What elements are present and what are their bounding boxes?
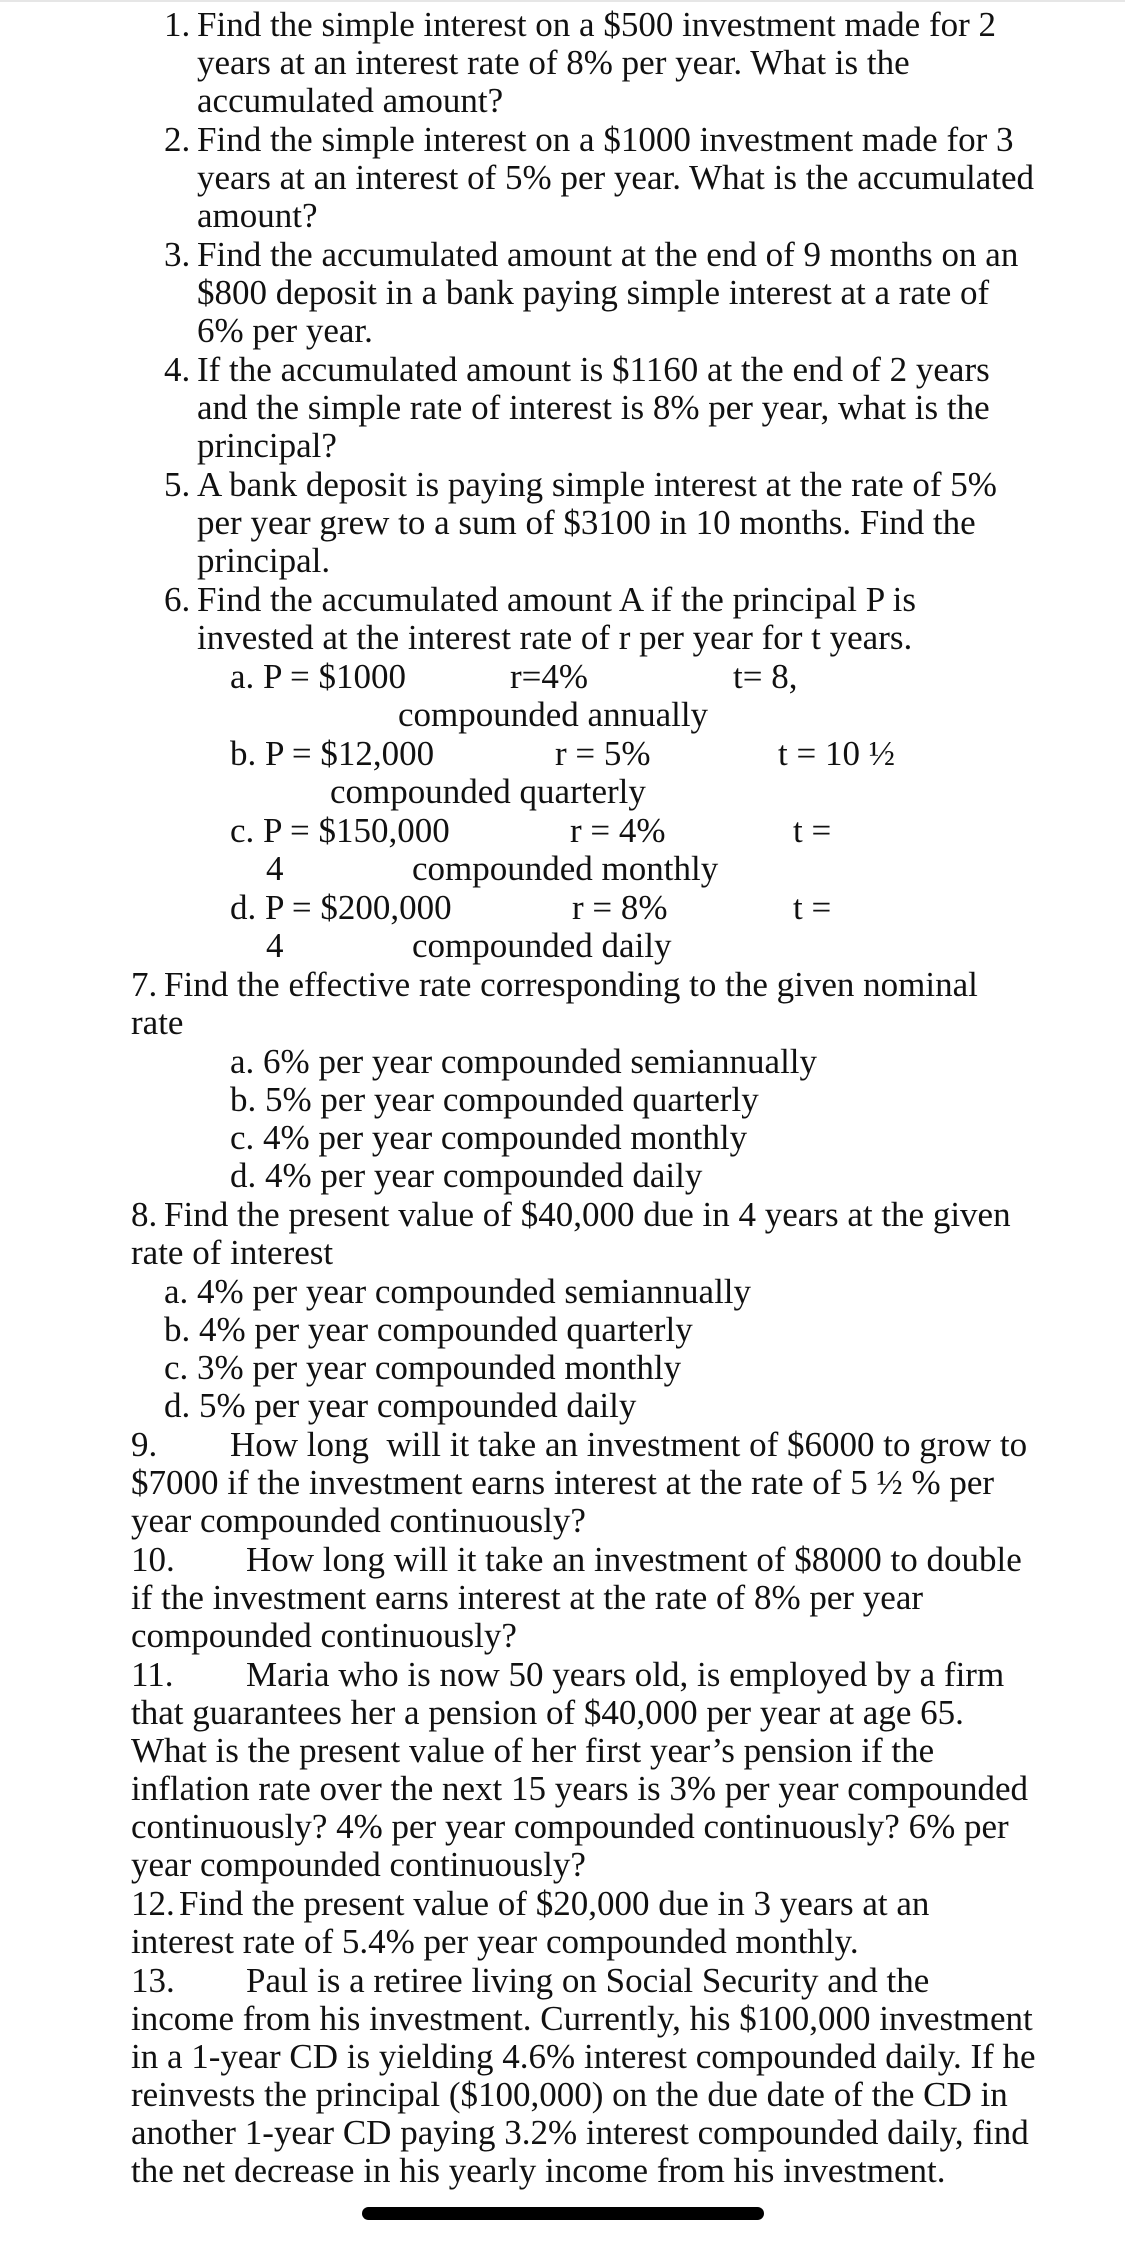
problem-13-line-6: the net decrease in his yearly income from his investment. bbox=[131, 2151, 946, 2190]
problem-6b-time: t = 10 ½ bbox=[778, 734, 895, 773]
problem-6c-principal: c. P = $150,000 bbox=[230, 811, 450, 850]
problem-6d-time-value: 4 bbox=[266, 926, 284, 965]
problem-6d-compounding: compounded daily bbox=[412, 926, 672, 965]
problem-13-line-3: in a 1-year CD is yielding 4.6% interest compounded daily. If he bbox=[131, 2037, 1036, 2076]
top-divider bbox=[0, 0, 1125, 2]
problem-6c-rate: r = 4% bbox=[570, 811, 666, 850]
problem-11-line-6: year compounded continuously? bbox=[131, 1845, 586, 1884]
problem-11-line-2: that guarantees her a pension of $40,000 per year at age 65. bbox=[131, 1693, 964, 1732]
problem-4-line-2: and the simple rate of interest is 8% per year, what is the bbox=[197, 388, 990, 427]
problem-8-item-b: b. 4% per year compounded quarterly bbox=[164, 1310, 693, 1349]
problem-5-line-3: principal. bbox=[197, 541, 331, 580]
problem-13-line-5: another 1-year CD paying 3.2% interest compounded daily, find bbox=[131, 2113, 1029, 2152]
problem-11-line-5: continuously? 4% per year compounded continuously? 6% per bbox=[131, 1807, 1009, 1846]
problem-6c-compounding: compounded monthly bbox=[412, 849, 719, 888]
problem-7-item-a: a. 6% per year compounded semiannually bbox=[230, 1042, 818, 1081]
problem-12-number: 12. bbox=[131, 1884, 175, 1923]
problem-9-line-1: How long will it take an investment of $6000 to grow to bbox=[230, 1425, 1028, 1464]
problem-1-line-1: Find the simple interest on a $500 investment made for 2 bbox=[197, 5, 997, 44]
problem-5-line-2: per year grew to a sum of $3100 in 10 months. Find the bbox=[197, 503, 976, 542]
problem-12-line-2: interest rate of 5.4% per year compounded monthly. bbox=[131, 1922, 859, 1961]
problem-6d-principal: d. P = $200,000 bbox=[230, 888, 452, 927]
problem-9-line-2: $7000 if the investment earns interest at the rate of 5 ½ % per bbox=[131, 1463, 995, 1502]
problem-13-number: 13. bbox=[131, 1961, 175, 2000]
problem-13-line-1: Paul is a retiree living on Social Security and the bbox=[246, 1961, 930, 2000]
problem-2-line-3: amount? bbox=[197, 196, 318, 235]
problem-13-line-4: reinvests the principal ($100,000) on the due date of the CD in bbox=[131, 2075, 1008, 2114]
problem-5-number: 5. bbox=[164, 465, 191, 504]
problem-11-line-1: Maria who is now 50 years old, is employed by a firm bbox=[246, 1655, 1005, 1694]
problem-6d-time: t = bbox=[793, 888, 832, 927]
problem-8-line-2: rate of interest bbox=[131, 1233, 334, 1272]
problem-1-line-2: years at an interest rate of 8% per year. What is the bbox=[197, 43, 910, 82]
problem-7-number: 7. bbox=[131, 965, 158, 1004]
problem-3-line-1: Find the accumulated amount at the end of 9 months on an bbox=[197, 235, 1019, 274]
problem-11-number: 11. bbox=[131, 1655, 174, 1694]
problem-6a-time: t= 8, bbox=[733, 657, 798, 696]
problem-6b-compounding: compounded quarterly bbox=[330, 772, 646, 811]
problem-3-line-2: $800 deposit in a bank paying simple interest at a rate of bbox=[197, 273, 990, 312]
problem-7-item-b: b. 5% per year compounded quarterly bbox=[230, 1080, 759, 1119]
problem-7-line-2: rate bbox=[131, 1003, 184, 1042]
problem-5-line-1: A bank deposit is paying simple interest at the rate of 5% bbox=[197, 465, 997, 504]
problem-7-item-d: d. 4% per year compounded daily bbox=[230, 1156, 703, 1195]
problem-6-number: 6. bbox=[164, 580, 191, 619]
problem-10-line-2: if the investment earns interest at the rate of 8% per year bbox=[131, 1578, 924, 1617]
problem-13-line-2: income from his investment. Currently, his $100,000 investment bbox=[131, 1999, 1033, 2038]
problem-7-item-c: c. 4% per year compounded monthly bbox=[230, 1118, 748, 1157]
problem-6a-rate: r=4% bbox=[510, 657, 589, 696]
problem-11-line-3: What is the present value of her first year’s pension if the bbox=[131, 1731, 935, 1770]
problem-3-line-3: 6% per year. bbox=[197, 311, 373, 350]
problem-6d-rate: r = 8% bbox=[572, 888, 668, 927]
problem-6c-time-value: 4 bbox=[266, 849, 284, 888]
problem-10-line-1: How long will it take an investment of $8000 to double bbox=[246, 1540, 1022, 1579]
problem-2-line-1: Find the simple interest on a $1000 investment made for 3 bbox=[197, 120, 1014, 159]
problem-6b-principal: b. P = $12,000 bbox=[230, 734, 435, 773]
problem-8-item-a: a. 4% per year compounded semiannually bbox=[164, 1272, 752, 1311]
problem-7-line-1: Find the effective rate corresponding to the given nominal bbox=[164, 965, 978, 1004]
problem-9-number: 9. bbox=[131, 1425, 158, 1464]
problem-3-number: 3. bbox=[164, 235, 191, 274]
problem-9-line-3: year compounded continuously? bbox=[131, 1501, 586, 1540]
problem-10-line-3: compounded continuously? bbox=[131, 1616, 517, 1655]
problem-10-number: 10. bbox=[131, 1540, 175, 1579]
problem-4-line-3: principal? bbox=[197, 426, 337, 465]
home-indicator-bar[interactable] bbox=[362, 2207, 764, 2220]
problem-6b-rate: r = 5% bbox=[555, 734, 651, 773]
problem-6c-time: t = bbox=[793, 811, 832, 850]
problem-4-number: 4. bbox=[164, 350, 191, 389]
problem-1-line-3: accumulated amount? bbox=[197, 81, 504, 120]
problem-8-number: 8. bbox=[131, 1195, 158, 1234]
problem-12-line-1: Find the present value of $20,000 due in 3 years at an bbox=[179, 1884, 930, 1923]
problem-6a-principal: a. P = $1000 bbox=[230, 657, 406, 696]
problem-6-line-1: Find the accumulated amount A if the principal P is bbox=[197, 580, 916, 619]
problem-1-number: 1. bbox=[164, 5, 191, 44]
problem-8-item-c: c. 3% per year compounded monthly bbox=[164, 1348, 682, 1387]
problem-2-line-2: years at an interest of 5% per year. What is the accumulated bbox=[197, 158, 1035, 197]
problem-2-number: 2. bbox=[164, 120, 191, 159]
problem-8-item-d: d. 5% per year compounded daily bbox=[164, 1386, 637, 1425]
problem-11-line-4: inflation rate over the next 15 years is 3% per year compounded bbox=[131, 1769, 1029, 1808]
problem-6-line-2: invested at the interest rate of r per year for t years. bbox=[197, 618, 913, 657]
problem-4-line-1: If the accumulated amount is $1160 at the end of 2 years bbox=[197, 350, 990, 389]
problem-6a-compounding: compounded annually bbox=[398, 695, 709, 734]
problem-8-line-1: Find the present value of $40,000 due in 4 years at the given bbox=[164, 1195, 1011, 1234]
